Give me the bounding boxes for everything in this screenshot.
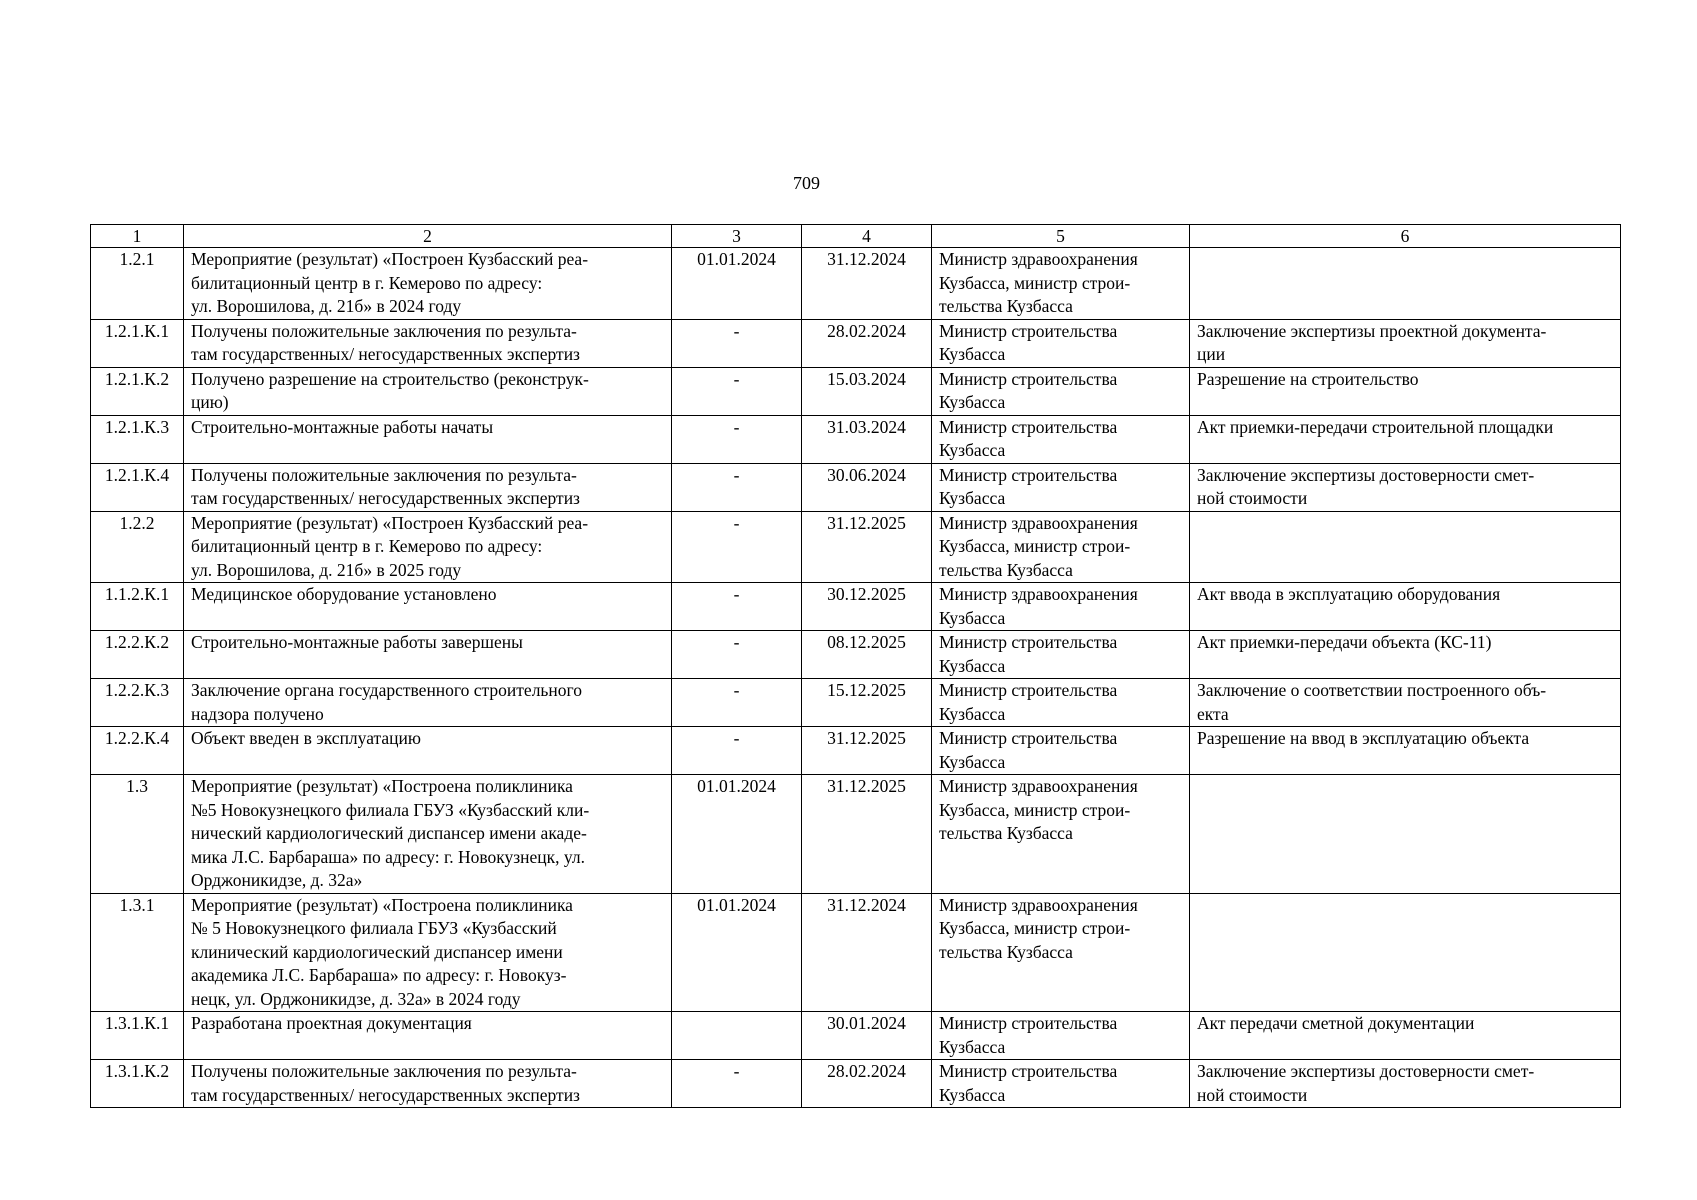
document: Заключение экспертизы достоверности смет- ной стоимости (1190, 463, 1621, 511)
responsible: Министр строительства Кузбасса (932, 631, 1190, 679)
row-title: Мероприятие (результат) «Построена поликлиника №5 Новокузнецкого филиала ГБУЗ «Кузбасский кли- нический кардиологический диспансер имени акаде- мика Л.С. Барбараша» по адресу: г. Новокузнецк, ул. Орджоникидзе, д. 32а» (184, 775, 672, 894)
responsible: Министр здравоохранения Кузбасса, министр строи- тельства Кузбасса (932, 248, 1190, 320)
start-date: 01.01.2024 (672, 775, 802, 894)
table-row (91, 463, 1621, 511)
row-number: 1.3.1.К.1 (91, 1012, 184, 1060)
document: Разрешение на ввод в эксплуатацию объекта (1190, 727, 1621, 775)
document: Разрешение на строительство (1190, 367, 1621, 415)
column-header: 5 (932, 225, 1190, 248)
document: Акт ввода в эксплуатацию оборудования (1190, 583, 1621, 631)
start-date: - (672, 415, 802, 463)
end-date: 30.12.2025 (802, 583, 932, 631)
row-title: Медицинское оборудование установлено (184, 583, 672, 631)
row-number: 1.2.2 (91, 511, 184, 583)
row-title: Строительно-монтажные работы начаты (184, 415, 672, 463)
responsible: Министр строительства Кузбасса (932, 415, 1190, 463)
table-row (91, 415, 1621, 463)
table-row (91, 679, 1621, 727)
document: Заключение экспертизы проектной документа- ции (1190, 319, 1621, 367)
column-header: 6 (1190, 225, 1621, 248)
end-date: 31.12.2024 (802, 248, 932, 320)
start-date: - (672, 463, 802, 511)
document (1190, 775, 1621, 894)
start-date: - (672, 319, 802, 367)
start-date: - (672, 367, 802, 415)
row-title: Мероприятие (результат) «Построена поликлиника № 5 Новокузнецкого филиала ГБУЗ «Кузбасский клинический кардиологический диспансер имени академика Л.С. Барбараша» по адресу: г. Новокуз- нецк, ул. Орджоникидзе, д. 32а» в 2024 году (184, 893, 672, 1012)
page-number: 709 (793, 173, 820, 193)
document: Акт приемки-передачи объекта (КС-11) (1190, 631, 1621, 679)
start-date: - (672, 1060, 802, 1108)
table-row (91, 775, 1621, 894)
table-row (91, 727, 1621, 775)
header-row (91, 225, 1621, 248)
end-date: 15.12.2025 (802, 679, 932, 727)
table-row (91, 631, 1621, 679)
start-date: - (672, 511, 802, 583)
end-date: 31.03.2024 (802, 415, 932, 463)
row-number: 1.3.1.К.2 (91, 1060, 184, 1108)
document: Акт приемки-передачи строительной площадки (1190, 415, 1621, 463)
row-title: Получены положительные заключения по результа- там государственных/ негосударственных экспертиз (184, 319, 672, 367)
end-date: 15.03.2024 (802, 367, 932, 415)
row-title: Получены положительные заключения по результа- там государственных/ негосударственных экспертиз (184, 1060, 672, 1108)
row-number: 1.2.2.К.2 (91, 631, 184, 679)
row-title: Строительно-монтажные работы завершены (184, 631, 672, 679)
row-number: 1.2.2.К.3 (91, 679, 184, 727)
end-date: 31.12.2024 (802, 893, 932, 1012)
table-row (91, 511, 1621, 583)
responsible: Министр строительства Кузбасса (932, 463, 1190, 511)
start-date: 01.01.2024 (672, 893, 802, 1012)
row-number: 1.2.1.К.1 (91, 319, 184, 367)
responsible: Министр здравоохранения Кузбасса, министр строи- тельства Кузбасса (932, 511, 1190, 583)
end-date: 30.01.2024 (802, 1012, 932, 1060)
responsible: Министр здравоохранения Кузбасса, министр строи- тельства Кузбасса (932, 893, 1190, 1012)
responsible: Министр строительства Кузбасса (932, 727, 1190, 775)
row-number: 1.2.1.К.2 (91, 367, 184, 415)
responsible: Министр здравоохранения Кузбасса, министр строи- тельства Кузбасса (932, 775, 1190, 894)
end-date: 31.12.2025 (802, 775, 932, 894)
column-header: 3 (672, 225, 802, 248)
table-row (91, 583, 1621, 631)
column-header: 2 (184, 225, 672, 248)
row-title: Получены положительные заключения по результа- там государственных/ негосударственных экспертиз (184, 463, 672, 511)
document (1190, 511, 1621, 583)
table-row (91, 367, 1621, 415)
responsible: Министр здравоохранения Кузбасса (932, 583, 1190, 631)
end-date: 28.02.2024 (802, 1060, 932, 1108)
start-date: - (672, 727, 802, 775)
row-number: 1.3.1 (91, 893, 184, 1012)
document: Заключение экспертизы достоверности смет- ной стоимости (1190, 1060, 1621, 1108)
start-date: - (672, 631, 802, 679)
document: Акт передачи сметной документации (1190, 1012, 1621, 1060)
row-title: Мероприятие (результат) «Построен Кузбасский реа- билитационный центр в г. Кемерово по адресу: ул. Ворошилова, д. 21б» в 2024 году (184, 248, 672, 320)
end-date: 30.06.2024 (802, 463, 932, 511)
responsible: Министр строительства Кузбасса (932, 367, 1190, 415)
row-title: Получено разрешение на строительство (реконструк- цию) (184, 367, 672, 415)
end-date: 31.12.2025 (802, 511, 932, 583)
document: Заключение о соответствии построенного объ- екта (1190, 679, 1621, 727)
start-date: 01.01.2024 (672, 248, 802, 320)
end-date: 31.12.2025 (802, 727, 932, 775)
responsible: Министр строительства Кузбасса (932, 319, 1190, 367)
table-row (91, 1060, 1621, 1108)
responsible: Министр строительства Кузбасса (932, 1060, 1190, 1108)
row-title: Разработана проектная документация (184, 1012, 672, 1060)
plan-table (90, 224, 1621, 1108)
row-number: 1.2.1.К.4 (91, 463, 184, 511)
document (1190, 248, 1621, 320)
start-date: - (672, 583, 802, 631)
row-title: Объект введен в эксплуатацию (184, 727, 672, 775)
table-row (91, 319, 1621, 367)
row-title: Заключение органа государственного строительного надзора получено (184, 679, 672, 727)
table-row (91, 1012, 1621, 1060)
row-number: 1.1.2.К.1 (91, 583, 184, 631)
row-number: 1.2.1.К.3 (91, 415, 184, 463)
row-number: 1.2.2.К.4 (91, 727, 184, 775)
end-date: 08.12.2025 (802, 631, 932, 679)
start-date: - (672, 679, 802, 727)
end-date: 28.02.2024 (802, 319, 932, 367)
column-header: 1 (91, 225, 184, 248)
start-date (672, 1012, 802, 1060)
table-row (91, 893, 1621, 1012)
row-number: 1.2.1 (91, 248, 184, 320)
column-header: 4 (802, 225, 932, 248)
document (1190, 893, 1621, 1012)
row-title: Мероприятие (результат) «Построен Кузбасский реа- билитационный центр в г. Кемерово по адресу: ул. Ворошилова, д. 21б» в 2025 году (184, 511, 672, 583)
responsible: Министр строительства Кузбасса (932, 1012, 1190, 1060)
responsible: Министр строительства Кузбасса (932, 679, 1190, 727)
row-number: 1.3 (91, 775, 184, 894)
table-row (91, 248, 1621, 320)
